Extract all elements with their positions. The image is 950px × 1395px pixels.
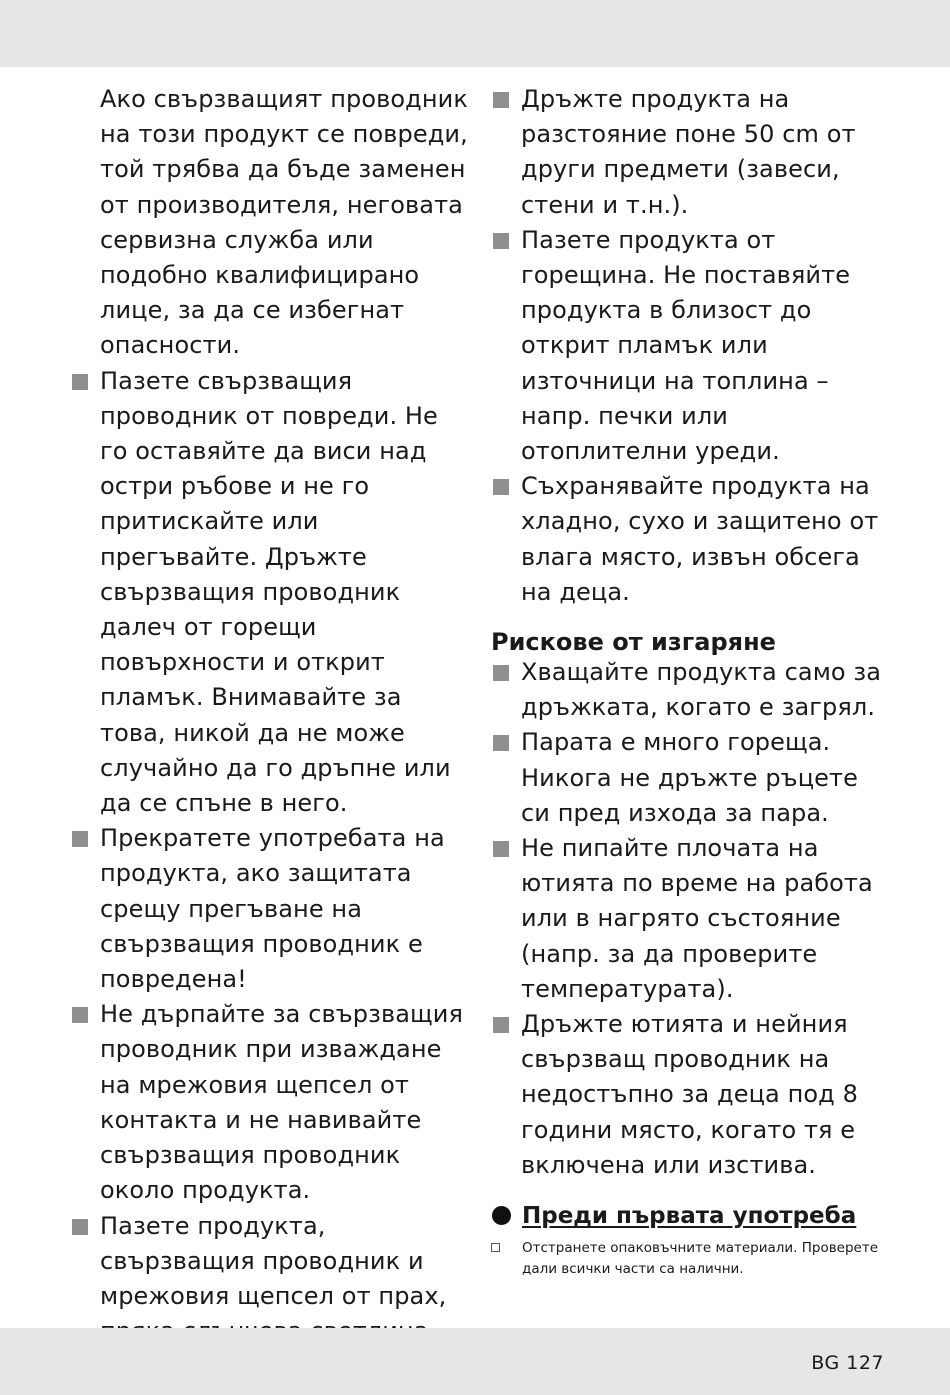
square-bullet-icon xyxy=(493,479,509,495)
first-use-heading-text: Преди първата употреба xyxy=(522,1203,857,1230)
first-use-note-text: Отстранете опаковъчните материали. Проверете дали всички части са налични. xyxy=(522,1240,879,1278)
top-band xyxy=(0,0,950,67)
filled-circle-icon xyxy=(492,1206,511,1225)
continued-paragraph: Ако свързващият проводник на този продукт се повреди, той трябва да бъде заменен от производителя, неговата сервизна служба или подобно квалифицирано лице, за да се избегнат опасности. xyxy=(100,85,468,360)
first-use-note xyxy=(491,1238,891,1280)
list-item xyxy=(491,82,891,223)
list-item xyxy=(491,1007,891,1183)
square-bullet-icon xyxy=(72,1007,88,1023)
checkbox-square-icon xyxy=(491,1243,500,1252)
left-column xyxy=(70,82,470,1385)
list-item-text: Прекратете употребата на продукта, ако защитата срещу прегъване на свързващия проводник е повредена! xyxy=(100,824,445,994)
square-bullet-icon xyxy=(493,841,509,857)
square-bullet-icon xyxy=(72,1219,88,1235)
list-item-text: Съхранявайте продукта на хладно, сухо и защитено от влага място, извън обсега на деца. xyxy=(521,472,879,606)
burn-risks-heading: Рискове от изгаряне xyxy=(491,628,776,657)
list-item xyxy=(70,997,470,1208)
list-item-text: Пазете свързващия проводник от повреди. Не го оставяйте да виси над остри ръбове и не го притискайте или прегъвайте. Дръжте свързващия проводник далеч от горещи повърхности и открит пламък. Внимавайте за това, никой да не може случайно да го дръпне или да се спъне в него. xyxy=(100,366,451,818)
list-item-text: Хващайте продукта само за дръжката, когато е загрял. xyxy=(521,658,882,722)
list-item xyxy=(491,469,891,610)
list-item xyxy=(70,364,470,822)
list-item-text: Не пипайте плочата на ютията по време на работа или в нагрято състояние (напр. за да проверите температурата). xyxy=(521,834,873,1003)
list-item xyxy=(70,821,470,997)
square-bullet-icon xyxy=(493,735,509,751)
square-bullet-icon xyxy=(72,831,88,847)
page-number: BG 127 xyxy=(811,1352,884,1374)
list-item-text: Не дърпайте за свързващия проводник при изваждане на мрежовия щепсел от контакта и не навивайте свързващия проводник около продукта. xyxy=(100,1000,463,1205)
square-bullet-icon xyxy=(493,665,509,681)
list-item xyxy=(491,831,891,1007)
square-bullet-icon xyxy=(493,92,509,108)
list-item-text: Парата е много гореща. Никога не дръжте ръцете си пред изхода за пара. xyxy=(521,728,858,827)
bottom-band xyxy=(0,1328,950,1395)
list-item-text: Пазете продукта от горещина. Не поставяйте продукта в близост до открит пламък или източници на топлина – напр. печки или отоплителни уреди. xyxy=(521,225,851,466)
list-item xyxy=(491,223,891,469)
list-item-text: Дръжте ютията и нейния свързващ проводник на недостъпно за деца под 8 години място, когато тя е включена или изстива. xyxy=(521,1010,858,1179)
square-bullet-icon xyxy=(72,374,88,390)
list-item-text: Дръжте продукта на разстояние поне 50 cm от други предмети (завеси, стени и т.н.). xyxy=(521,85,856,219)
list-item xyxy=(491,655,891,725)
right-column xyxy=(491,82,891,1280)
square-bullet-icon xyxy=(493,233,509,249)
list-item xyxy=(491,725,891,831)
square-bullet-icon xyxy=(493,1017,509,1033)
list-item-text: Пазете продукта, свързващия проводник и мрежовия щепсел от прах, xyxy=(100,1211,447,1310)
first-use-heading xyxy=(491,1200,891,1232)
